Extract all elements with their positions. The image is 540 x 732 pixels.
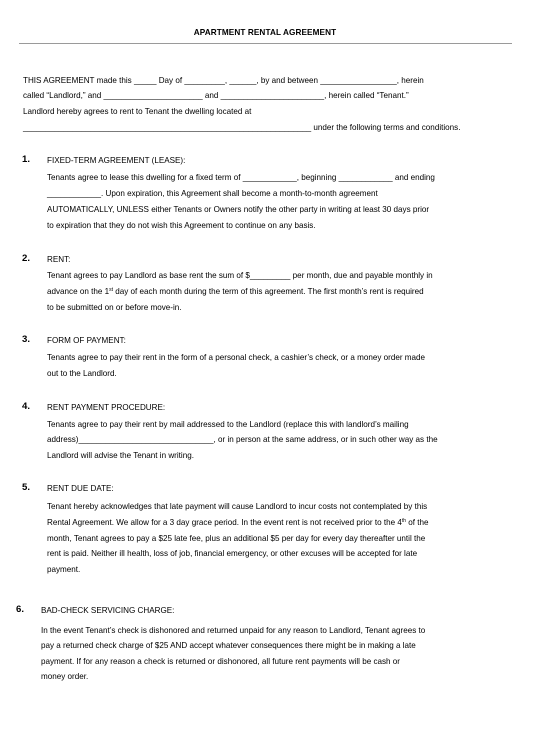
section-line: out to the Landlord. bbox=[47, 369, 117, 378]
section-line: AUTOMATICALLY, UNLESS either Tenants or Owners notify the other party in writing at least 30 days prior bbox=[47, 205, 430, 214]
section-line: advance on the 1st day of each month during the term of this agreement. The first month’s rent is required bbox=[47, 287, 424, 296]
section-line: Tenants agree to lease this dwelling for a fixed term of ____________, beginning ____________ and ending bbox=[47, 173, 435, 182]
section-line: Rental Agreement. We allow for a 3 day grace period. In the event rent is not received prior to the 4th of the bbox=[47, 518, 429, 527]
section-heading: RENT PAYMENT PROCEDURE: bbox=[47, 403, 166, 412]
section-line: payment. If for any reason a check is returned or dishonored, all future rent payments will be cash or bbox=[41, 657, 401, 666]
section-line: rent is paid. Neither ill health, loss of job, financial emergency, or other excuses will be accepted for late bbox=[47, 549, 418, 558]
section-line: Tenant hereby acknowledges that late payment will cause Landlord to incur costs not contemplated by this bbox=[47, 502, 428, 511]
section-line: money order. bbox=[41, 672, 89, 681]
section-line: Tenant agrees to pay Landlord as base rent the sum of $_________ per month, due and payable monthly in bbox=[47, 271, 433, 280]
section-line: Landlord will advise the Tenant in writing. bbox=[47, 451, 194, 460]
intro-line: Landlord hereby agrees to rent to Tenant the dwelling located at bbox=[23, 107, 252, 116]
section-number: 6. bbox=[16, 604, 25, 615]
intro-line: THIS AGREEMENT made this _____ Day of _________, ______, by and between _________________, herein bbox=[23, 76, 424, 85]
section-line: to be submitted on or before move-in. bbox=[47, 303, 182, 312]
section-heading: BAD-CHECK SERVICING CHARGE: bbox=[41, 606, 175, 615]
section-heading: FIXED-TERM AGREEMENT (LEASE): bbox=[47, 156, 186, 165]
title-divider bbox=[19, 43, 512, 44]
section-line: to expiration that they do not wish this Agreement to continue on any basis. bbox=[47, 221, 316, 230]
ordinal-suffix: st bbox=[109, 287, 113, 293]
section-heading: RENT DUE DATE: bbox=[47, 484, 114, 493]
section-line: Tenants agree to pay their rent in the form of a personal check, a cashier’s check, or a money order made bbox=[47, 353, 426, 362]
section-line: month, Tenant agrees to pay a $25 late fee, plus an additional $5 per day for every day thereafter until the bbox=[47, 534, 426, 543]
intro-line: ________________________________________________________________ under the following terms and conditions. bbox=[23, 123, 461, 132]
intro-line: called “Landlord,” and ______________________ and _______________________, herein called “Tenant.” bbox=[23, 91, 409, 100]
section-heading: FORM OF PAYMENT: bbox=[47, 336, 126, 345]
section-number: 1. bbox=[22, 154, 31, 165]
ordinal-suffix: th bbox=[401, 518, 406, 524]
section-line: payment. bbox=[47, 565, 81, 574]
section-number: 4. bbox=[22, 401, 31, 412]
section-number: 3. bbox=[22, 334, 31, 345]
section-number: 2. bbox=[22, 253, 31, 264]
section-line: In the event Tenant’s check is dishonored and returned unpaid for any reason to Landlord, Tenant agrees to bbox=[41, 626, 426, 635]
section-line: address)______________________________, or in person at the same address, or in such other way as the bbox=[47, 435, 438, 444]
section-heading: RENT: bbox=[47, 255, 71, 264]
document-title: APARTMENT RENTAL AGREEMENT bbox=[193, 28, 337, 37]
section-line: Tenants agree to pay their rent by mail addressed to the Landlord (replace this with landlord’s mailing bbox=[47, 420, 409, 429]
section-number: 5. bbox=[22, 482, 31, 493]
section-line: ____________. Upon expiration, this Agreement shall become a month-to-month agreement bbox=[47, 189, 378, 198]
section-line: pay a returned check charge of $25 AND accept whatever consequences there might be in making a late bbox=[41, 641, 416, 650]
